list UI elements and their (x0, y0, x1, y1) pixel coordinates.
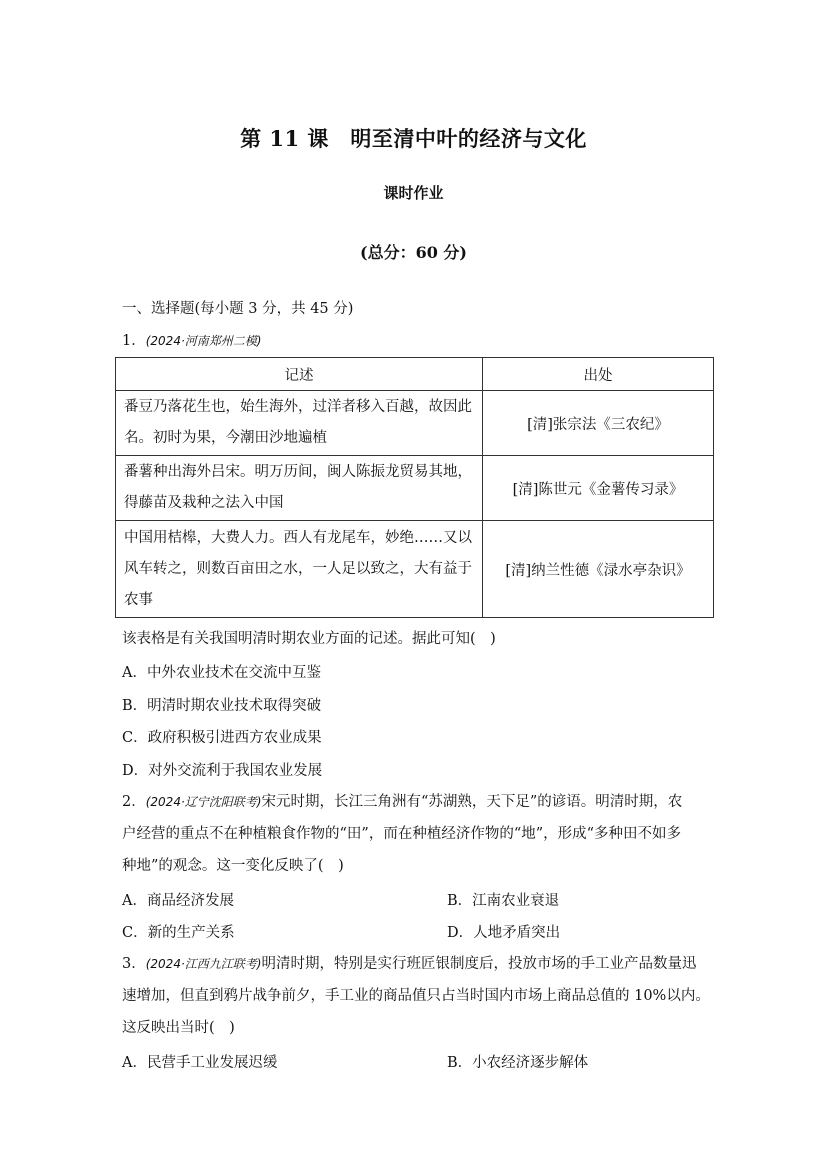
page-title: 第 11 课 明至清中叶的经济与文化 (240, 126, 587, 151)
question-2-line-3: 种地”的观念。这一变化反映了( ) (122, 858, 344, 874)
question-2-line-1 (122, 792, 682, 812)
option-a[interactable]: A．商品经济发展 (122, 893, 234, 909)
option-b[interactable]: B．江南农业衰退 (447, 893, 560, 909)
cell-line: 农事 (124, 591, 153, 608)
option-c[interactable]: C．政府积极引进西方农业成果 (122, 730, 322, 746)
question-1-stem: 该表格是有关我国明清时期农业方面的记述。据此可知( ) (122, 631, 496, 647)
table-row (116, 456, 714, 521)
cell-line: 中国用桔槔，大费人力。西人有龙尾车，妙绝……又以 (124, 529, 472, 546)
option-b[interactable]: B．明清时期农业技术取得突破 (122, 698, 322, 714)
question-number: 1． (122, 333, 146, 349)
question-2-line-2: 户经营的重点不在种植粮食作物的“田”，而在种植经济作物的“地”，形成“多种田不如多 (122, 826, 682, 842)
table-cell-source: [清]纳兰性德《渌水亭杂识》 (483, 521, 714, 618)
table-cell-source: [清]张宗法《三农纪》 (483, 391, 714, 456)
source-table (115, 357, 714, 618)
cell-line: 得藤苗及栽种之法入中国 (124, 495, 284, 511)
question-source: (2024·河南郑州二模) (145, 334, 262, 348)
cell-line: 名。初时为果，今潮田沙地遍植 (124, 430, 327, 446)
question-text: 明清时期，特别是实行班匠银制度后，投放市场的手工业产品数量迅 (261, 956, 697, 972)
table-header-row (116, 358, 714, 391)
total-score: (总分：60 分) (360, 243, 467, 262)
question-number: 3． (122, 956, 146, 972)
question-source: (2024·辽宁沈阳联考) (145, 795, 262, 809)
question-text: 宋元时期，长江三角洲有“苏湖熟，天下足”的谚语。明清时期，农 (261, 794, 683, 810)
option-a[interactable]: A．中外农业技术在交流中互鉴 (122, 665, 321, 681)
question-1-header (122, 331, 261, 351)
option-d[interactable]: D．人地矛盾突出 (447, 925, 561, 941)
option-d[interactable]: D．对外交流利于我国农业发展 (122, 763, 323, 779)
table-cell-source: [清]陈世元《金薯传习录》 (483, 456, 714, 521)
table-cell-record (116, 391, 483, 456)
option-c[interactable]: C．新的生产关系 (122, 925, 235, 941)
table-cell-record (116, 456, 483, 521)
table-row (116, 391, 714, 456)
question-number: 2． (122, 794, 146, 810)
section-heading: 一、选择题(每小题 3 分，共 45 分) (122, 301, 354, 317)
cell-line: 番豆乃落花生也，始生海外，过洋者移入百越，故因此 (124, 399, 472, 415)
table-row (116, 521, 714, 618)
cell-line: 番薯种出海外吕宋。明万历间，闽人陈振龙贸易其地， (124, 464, 472, 480)
option-a[interactable]: A．民营手工业发展迟缓 (122, 1055, 278, 1071)
question-3-line-2: 速增加，但直到鸦片战争前夕，手工业的商品值只占当时国内市场上商品总值的 10%以内。 (122, 988, 710, 1004)
question-source: (2024·江西九江联考) (145, 957, 262, 971)
table-cell-record (116, 521, 483, 618)
cell-line: 风车转之，则数百亩田之水，一人足以致之，大有益于 (124, 560, 472, 577)
question-3-line-3: 这反映出当时( ) (122, 1020, 235, 1036)
table-header-cell: 出处 (483, 358, 714, 391)
question-3-line-1 (122, 954, 696, 974)
table-header-cell: 记述 (116, 358, 483, 391)
option-b[interactable]: B．小农经济逐步解体 (447, 1055, 589, 1071)
page-subtitle: 课时作业 (383, 184, 444, 202)
